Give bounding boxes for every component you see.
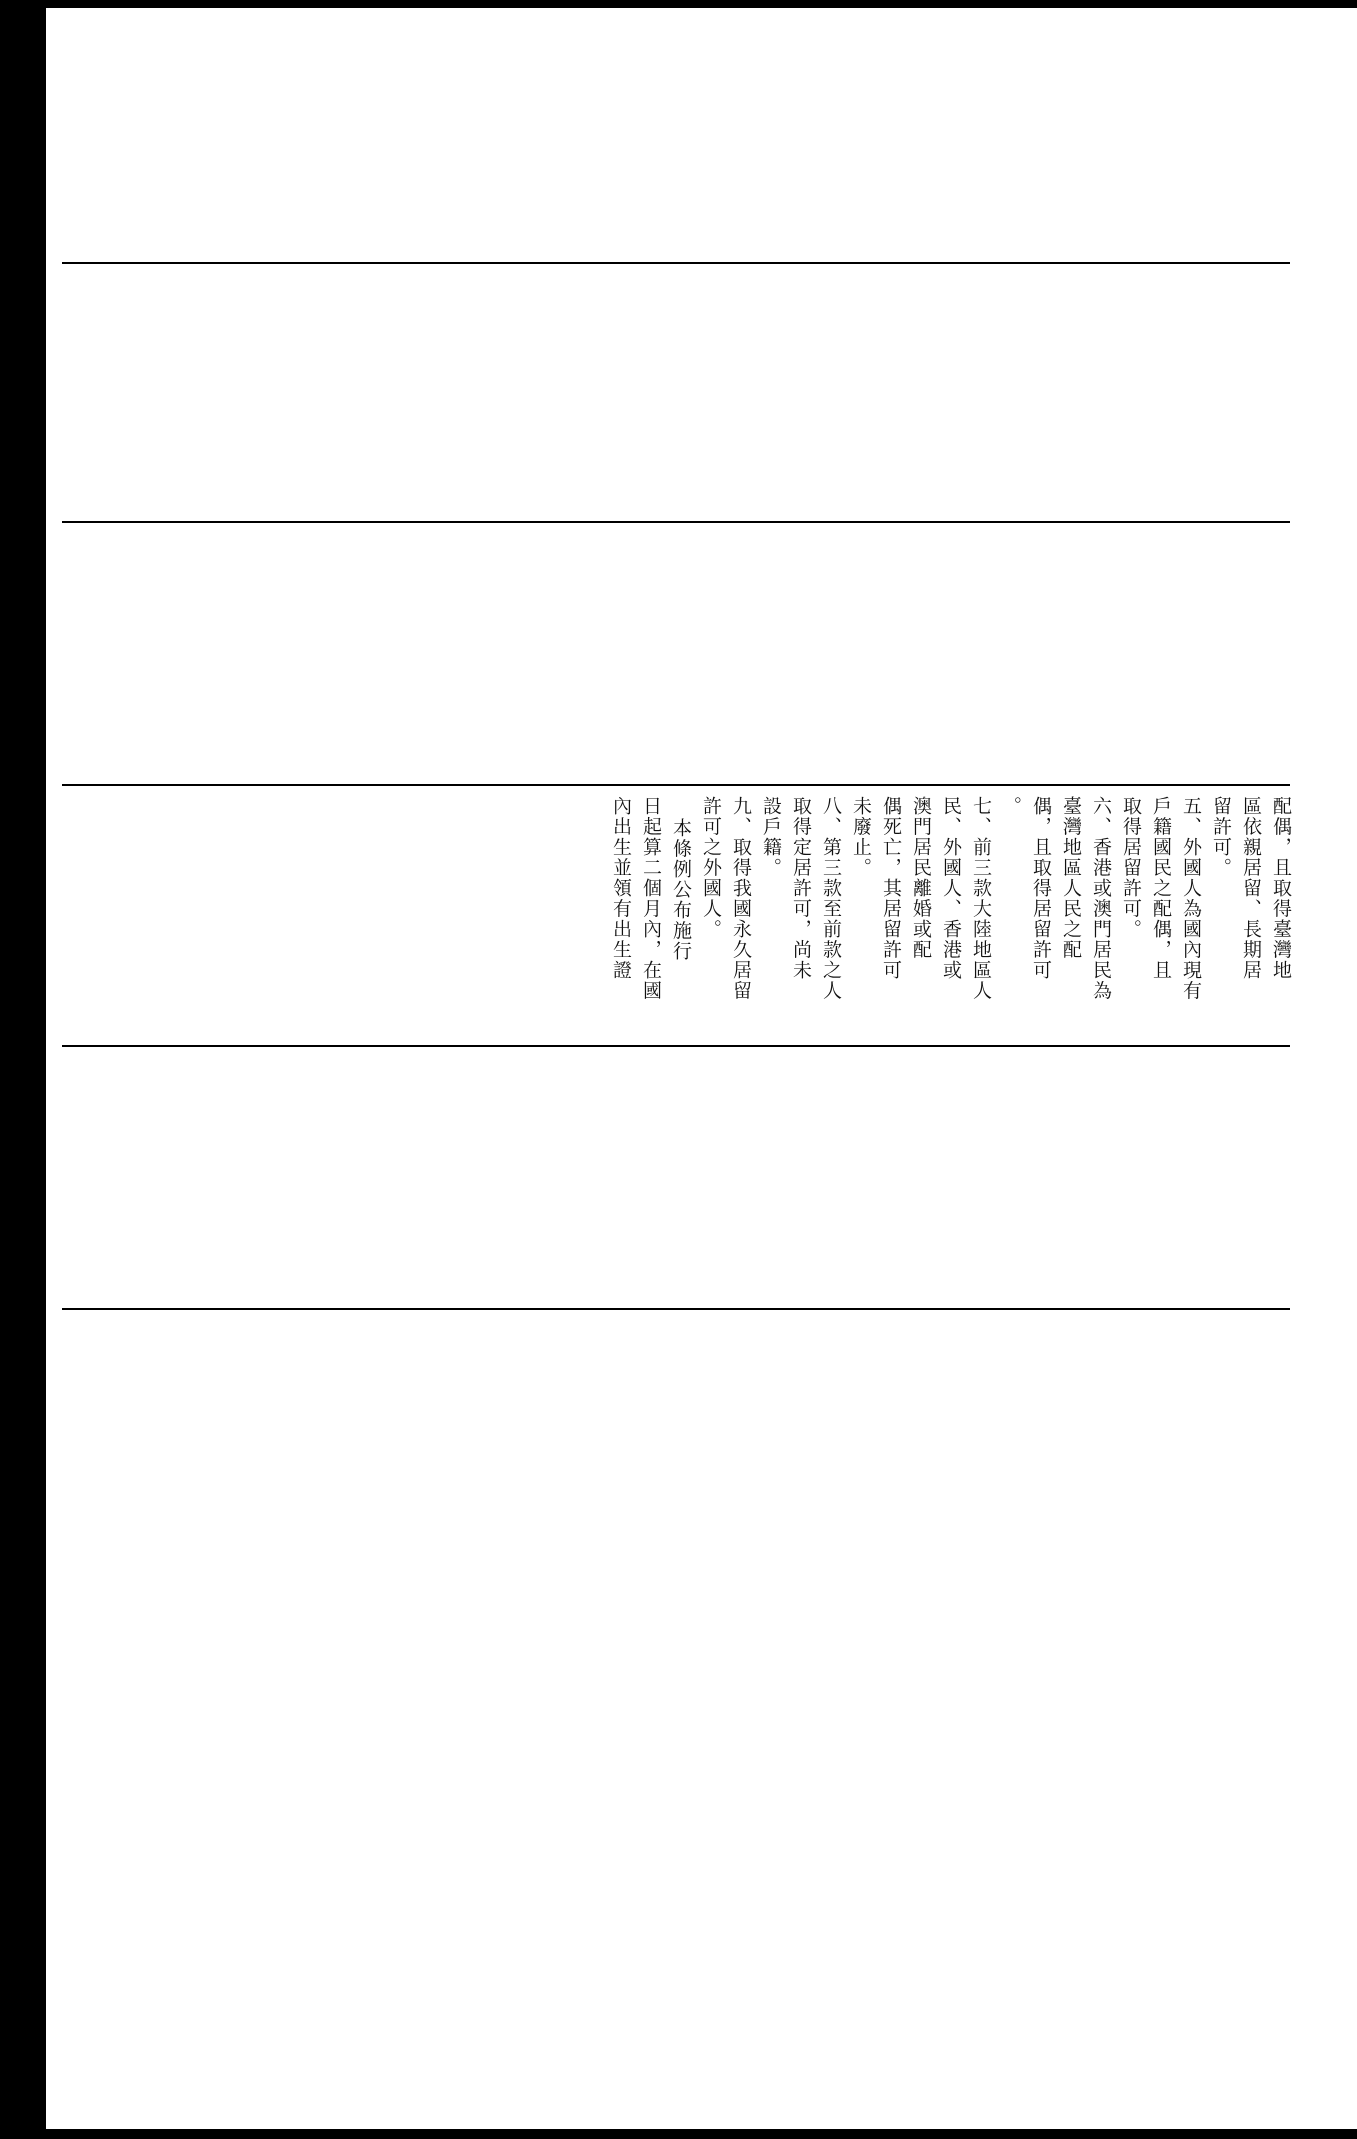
text-line: 區依親居留、長期居 <box>1240 796 1262 981</box>
horizontal-rule-3 <box>62 784 1290 786</box>
horizontal-rule-2 <box>62 521 1290 523</box>
horizontal-rule-1 <box>62 262 1290 264</box>
text-line: 臺灣地區人民之配 <box>1060 796 1082 960</box>
text-line: 六、香港或澳門居民為 <box>1090 796 1112 1001</box>
scan-edge-bottom <box>0 2129 1357 2139</box>
text-line: 日起算二個月內，在國 <box>640 796 662 1001</box>
text-line: 許可之外國人。 <box>700 796 722 940</box>
text-line: 八、第三款至前款之人 <box>820 796 842 1001</box>
text-line: 五、外國人為國內現有 <box>1180 796 1202 1001</box>
text-line: 取得居留許可。 <box>1120 796 1142 940</box>
text-line: 取得定居許可，尚未 <box>790 796 812 981</box>
text-line: 。 <box>1000 796 1022 817</box>
text-line: 澳門居民離婚或配 <box>910 796 932 960</box>
scan-edge-left <box>0 0 46 2139</box>
text-line: 本條例公布施行 <box>670 818 692 962</box>
horizontal-rule-4 <box>62 1045 1290 1047</box>
text-line: 偶，且取得居留許可 <box>1030 796 1052 981</box>
text-line: 九、取得我國永久居留 <box>730 796 752 1001</box>
text-line: 未廢止。 <box>850 796 872 878</box>
text-line: 留許可。 <box>1210 796 1232 878</box>
text-line: 配偶，且取得臺灣地 <box>1270 796 1292 981</box>
text-line: 內出生並領有出生證 <box>610 796 632 981</box>
text-line: 民、外國人、香港或 <box>940 796 962 981</box>
vertical-text-block <box>62 796 1290 1036</box>
scan-edge-top <box>0 0 1357 8</box>
text-line: 偶死亡，其居留許可 <box>880 796 902 981</box>
text-line: 戶籍國民之配偶，且 <box>1150 796 1172 981</box>
horizontal-rule-5 <box>62 1308 1290 1310</box>
text-line: 七、前三款大陸地區人 <box>970 796 992 1001</box>
text-line: 設戶籍。 <box>760 796 782 878</box>
